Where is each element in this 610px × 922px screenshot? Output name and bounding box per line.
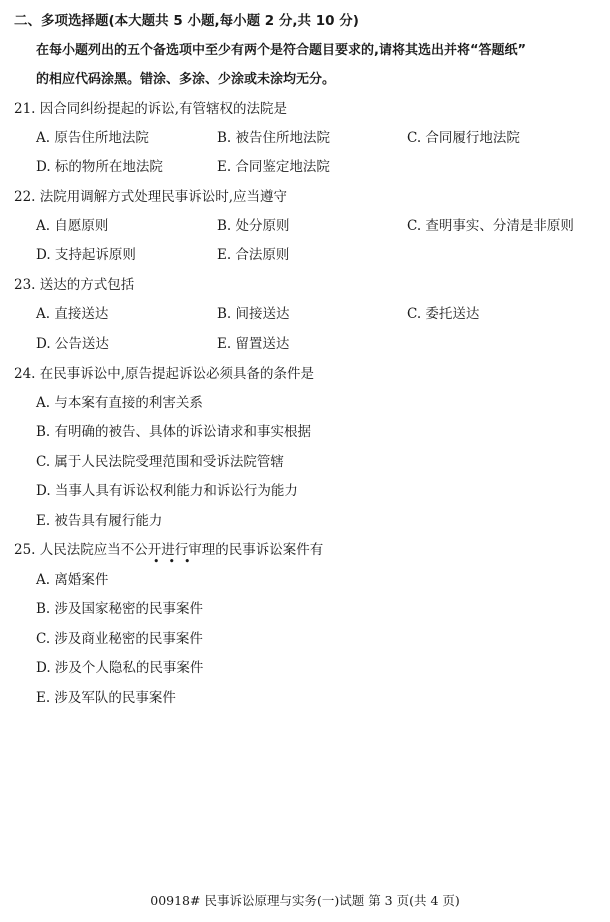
question-23-option-b: B. 间接送达 bbox=[217, 306, 290, 322]
question-23-option-d: D. 公告送达 bbox=[36, 336, 109, 352]
question-22-option-d: D. 支持起诉原则 bbox=[36, 247, 136, 263]
question-25-option-b: B. 涉及国家秘密的民事案件 bbox=[36, 601, 204, 617]
question-25-option-c: C. 涉及商业秘密的民事案件 bbox=[36, 631, 203, 647]
question-25-option-d: D. 涉及个人隐私的民事案件 bbox=[36, 660, 204, 676]
question-24-option-a: A. 与本案有直接的利害关系 bbox=[36, 395, 203, 411]
question-23-option-a: A. 直接送达 bbox=[36, 306, 109, 322]
question-23-stem: 23. 送达的方式包括 bbox=[14, 277, 135, 293]
question-21-option-e: E. 合同鉴定地法院 bbox=[217, 159, 330, 175]
question-25-option-e: E. 涉及军队的民事案件 bbox=[36, 690, 176, 706]
question-21-option-a: A. 原告住所地法院 bbox=[36, 130, 149, 146]
question-24-option-c: C. 属于人民法院受理范围和受诉法院管辖 bbox=[36, 454, 284, 470]
question-25-option-a: A. 离婚案件 bbox=[36, 572, 109, 588]
question-24-stem: 24. 在民事诉讼中,原告提起诉讼必须具备的条件是 bbox=[14, 366, 315, 382]
page-footer: 00918# 民事诉讼原理与实务(一)试题 第 3 页(共 4 页) bbox=[150, 893, 460, 908]
section-instruction-line1: 在每小题列出的五个备选项中至少有两个是符合题目要求的,请将其选出并将“答题纸” bbox=[36, 43, 527, 58]
question-25-stem-text: 25. 人民法院应当不公开进行审理的民事诉讼案件有 bbox=[14, 542, 324, 558]
question-21-stem: 21. 因合同纠纷提起的诉讼,有管辖权的法院是 bbox=[14, 101, 288, 117]
question-22-option-b: B. 处分原则 bbox=[217, 218, 290, 234]
question-23-option-e: E. 留置送达 bbox=[217, 336, 290, 352]
question-24-option-e: E. 被告具有履行能力 bbox=[36, 513, 163, 529]
emphasis-dots-decoration: ••• bbox=[153, 555, 200, 568]
question-24-option-d: D. 当事人具有诉讼权利能力和诉讼行为能力 bbox=[36, 483, 298, 499]
question-22-stem: 22. 法院用调解方式处理民事诉讼时,应当遵守 bbox=[14, 189, 288, 205]
question-21-option-d: D. 标的物所在地法院 bbox=[36, 159, 163, 175]
question-22-option-a: A. 自愿原则 bbox=[36, 218, 109, 234]
question-23-option-c: C. 委托送达 bbox=[407, 306, 480, 322]
question-21-option-c: C. 合同履行地法院 bbox=[407, 130, 520, 146]
question-21-option-b: B. 被告住所地法院 bbox=[217, 130, 331, 146]
question-22-option-e: E. 合法原则 bbox=[217, 247, 290, 263]
section-heading: 二、多项选择题(本大题共 5 小题,每小题 2 分,共 10 分) bbox=[14, 13, 359, 29]
question-22-option-c: C. 查明事实、分清是非原则 bbox=[407, 218, 574, 234]
section-instruction-line2: 的相应代码涂黑。错涂、多涂、少涂或未涂均无分。 bbox=[36, 72, 336, 87]
question-24-option-b: B. 有明确的被告、具体的诉讼请求和事实根据 bbox=[36, 424, 312, 440]
